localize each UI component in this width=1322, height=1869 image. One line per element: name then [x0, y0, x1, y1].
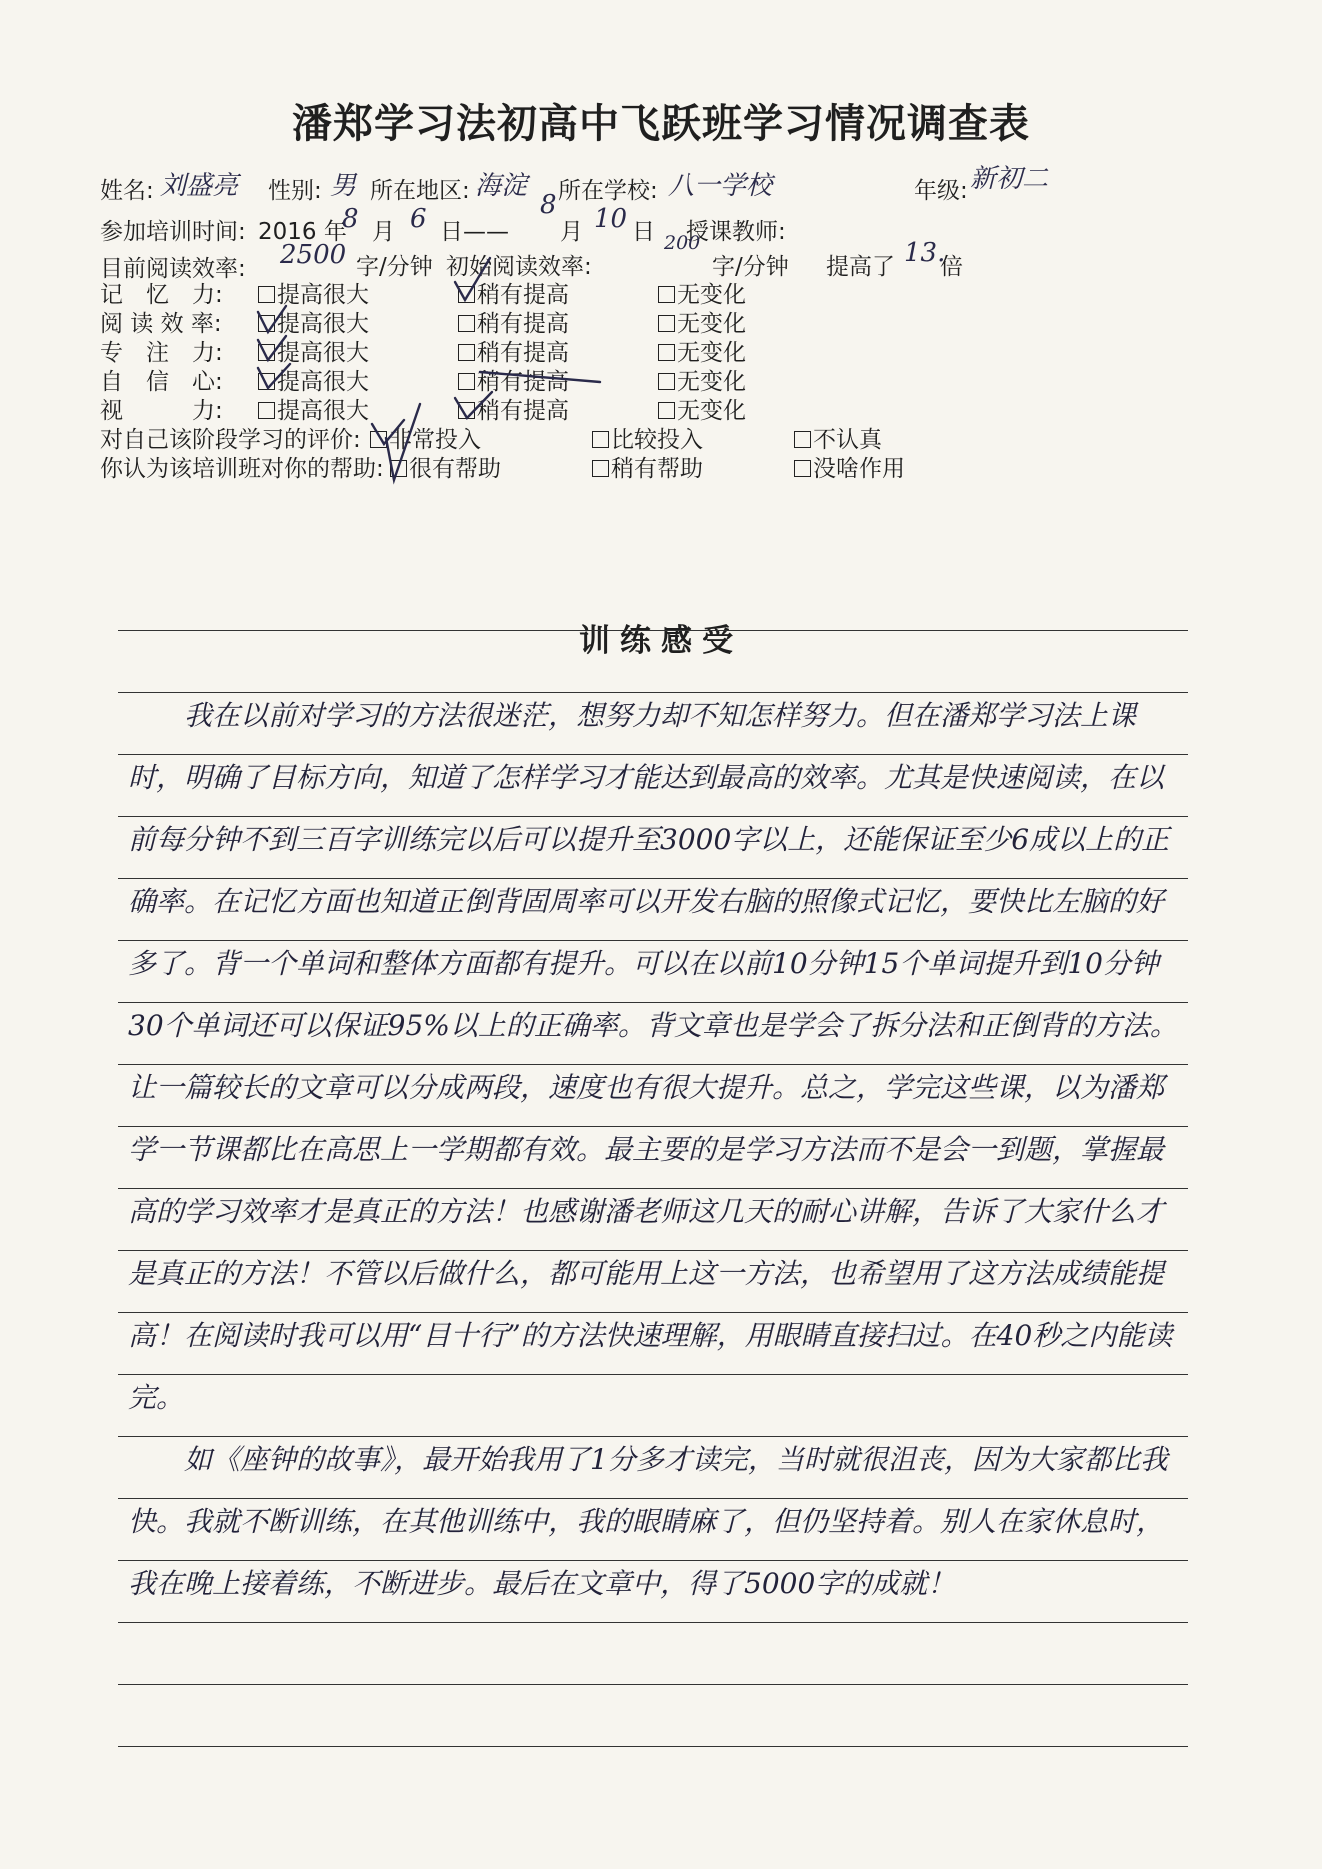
option-greatly-improved[interactable]: 提高很大: [258, 305, 369, 338]
option-useless[interactable]: 没啥作用: [794, 450, 905, 483]
essay-paragraph: 我在以前对学习的方法很迷茫，想努力却不知怎样努力。但在潘郑学习法上课时，明确了目标方向，知道了怎样学习才能达到最高的效率。尤其是快速阅读，在以前每分钟不到三百字训练完以后可以提升至3000字以上，还能保证至少6成以上的正确率。在记忆方面也知道正倒背固周率可以开发右脑的照像式记忆，要快比左脑的好多了。背一个单词和整体方面都有提升。可以在以前10分钟15个单词提升到10分钟30个单词还可以保证95%以上的正确率。背文章也是学会了拆分法和正倒背的方法。让一篇较长的文章可以分成两段，速度也有很大提升。总之，学完这些课，以为潘郑学一节课都比在高思上一学期都有效。最主要的是学习方法而不是会一到题，掌握最高的学习效率才是真正的方法！也感谢潘老师这几天的耐心讲解，告诉了大家什么才是真正的方法！不管以后做什么，都可能用上这一方法，也希望用了这方法成绩能提高！在阅读时我可以用“目十行”的方法快速理解，用眼睛直接扫过。在40秒之内能读完。: [128, 699, 1178, 1414]
option-slightly-improved[interactable]: 稍有提高: [458, 363, 569, 396]
rating-label: 记 忆 力:: [100, 282, 223, 308]
end-month: 8: [540, 190, 557, 220]
check-mark: [455, 392, 492, 418]
check-mark: [455, 258, 490, 300]
training-year: 2016 年: [258, 219, 347, 245]
region-label: 所在地区:: [370, 178, 470, 204]
option-greatly-improved[interactable]: 提高很大: [258, 392, 369, 425]
option-slightly-improved[interactable]: 稍有提高: [458, 305, 569, 338]
essay-paragraph: 如《座钟的故事》，最开始我用了1分多才读完，当时就很沮丧，因为大家都比我快。我就不断训练，在其他训练中，我的眼睛麻了，但仍坚持着。别人在家休息时，我在晚上接着练，不断进步。最后在文章中，得了5000字的成就！: [128, 1443, 1168, 1600]
check-mark: [386, 404, 420, 480]
option-no-change[interactable]: 无变化: [658, 276, 746, 309]
option-slightly-improved[interactable]: 稍有提高: [458, 392, 569, 425]
gender-value: 男: [330, 171, 357, 201]
option-very-engaged[interactable]: 非常投入: [370, 421, 481, 454]
improve-value: 13.: [904, 238, 946, 268]
stroke-line: [480, 372, 600, 382]
check-mark: [372, 420, 404, 444]
option-no-change[interactable]: 无变化: [658, 305, 746, 338]
self-eval-label: 对自己该阶段学习的评价:: [100, 427, 361, 453]
option-slightly-improved[interactable]: 稍有提高: [458, 276, 569, 309]
section-title: 训练感受: [579, 623, 743, 659]
help-eval-label: 你认为该培训班对你的帮助:: [100, 456, 384, 482]
teacher-label: 授课教师:: [686, 219, 786, 245]
end-day: 10: [594, 204, 628, 234]
option-not-serious[interactable]: 不认真: [794, 421, 882, 454]
option-no-change[interactable]: 无变化: [658, 334, 746, 367]
initial-rate-label: 初始阅读效率:: [446, 254, 592, 280]
rating-label: 自 信 心:: [100, 369, 223, 395]
ruled-line: [118, 1622, 1188, 1623]
rating-label: 视 力:: [100, 398, 223, 424]
region-value: 海淀: [475, 171, 528, 201]
ruled-line: [118, 630, 1188, 631]
option-greatly-improved[interactable]: 提高很大: [258, 363, 369, 396]
training-time-label: 参加培训时间:: [100, 219, 246, 245]
option-greatly-improved[interactable]: 提高很大: [258, 276, 369, 309]
current-rate-label: 目前阅读效率:: [100, 256, 246, 282]
start-month-label: 月: [372, 219, 395, 245]
essay-text: [128, 685, 1188, 1615]
check-mark: [258, 336, 286, 360]
option-slightly-helpful[interactable]: 稍有帮助: [592, 450, 703, 483]
check-mark: [258, 364, 290, 388]
initial-rate-unit: 字/分钟: [712, 254, 789, 280]
start-day-label: 日——: [440, 219, 509, 245]
ruled-line: [118, 1684, 1188, 1685]
ruled-line: [118, 1746, 1188, 1747]
check-mark: [258, 306, 286, 332]
grade-value: 新初二: [970, 164, 1049, 194]
option-no-change[interactable]: 无变化: [658, 363, 746, 396]
school-value: 八一学校: [668, 171, 773, 201]
end-day-label: 日: [632, 219, 655, 245]
initial-rate-value: 200: [664, 232, 701, 254]
improve-unit: 倍: [940, 254, 963, 280]
start-month: 8: [342, 204, 359, 234]
rating-label: 阅 读 效 率:: [100, 311, 222, 337]
rating-label: 专 注 力:: [100, 340, 223, 366]
option-no-change[interactable]: 无变化: [658, 392, 746, 425]
option-fairly-engaged[interactable]: 比较投入: [592, 421, 703, 454]
school-label: 所在学校:: [558, 178, 658, 204]
option-very-helpful[interactable]: 很有帮助: [390, 450, 501, 483]
end-month-label: 月: [560, 219, 583, 245]
start-day: 6: [410, 204, 427, 234]
name-value: 刘盛亮: [160, 171, 239, 201]
name-label: 姓名:: [100, 178, 154, 204]
gender-label: 性别:: [268, 178, 322, 204]
option-slightly-improved[interactable]: 稍有提高: [458, 334, 569, 367]
current-rate-value: 2500: [280, 240, 347, 270]
improve-label: 提高了: [826, 254, 895, 280]
grade-label: 年级:: [914, 178, 968, 204]
option-greatly-improved[interactable]: 提高很大: [258, 334, 369, 367]
current-rate-unit: 字/分钟: [356, 254, 433, 280]
form-title: 潘郑学习法初高中飞跃班学习情况调查表: [292, 101, 1030, 147]
